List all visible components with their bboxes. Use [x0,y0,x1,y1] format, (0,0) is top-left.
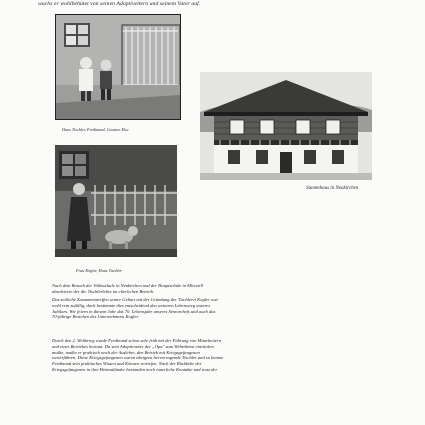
paragraph-war-years [52,338,372,373]
photo-caption-bottom-left: Frau Kögler, Haus Tischler [76,268,123,273]
text-line: 70-jährige Bestehen des Unternehmens Kogler. [52,314,139,320]
paragraph-founding [52,297,372,320]
photo-woman-dog-image [55,145,177,257]
text-line: wohl rein zufällig, doch bestimmte dies entscheidend den weiteren Lebensweg unseres [52,302,211,308]
photo-stammhaus-image [200,72,372,180]
text-line: Jubilars. Wir feiern in diesem Jahr das 70. Lebensjahr unseres Seniorchefs und auch das [52,308,216,314]
continued-text-line: wuchs er wohlbehütet von seinen Adoptiveltern und seinem Vater auf. [38,1,201,7]
photo-woman-dog [55,145,177,257]
text-line: Das zeitliche Zusammentreffen seiner Geburt mit der Gründung der Tischlerei Kogler war [52,297,219,302]
paragraph-schooling [52,283,372,295]
text-line: Nach dem Besuch der Volksschule in Neukirchen und der Hauptschule in Mitersill [52,283,204,288]
photo-children-house [55,14,181,120]
text-line: Durch den 2. Weltkrieg wurde Ferdinand schon sehr früh mit der Führung von Mitarbeitern [52,338,222,343]
text-line: und eines Betriebes betraut. Da sein Adoptivvater der „Opa" zum Wehrdienst einrücken [52,343,214,349]
photo-children-house-image [56,15,180,119]
text-line: Ferdinand sein praktisches Wissen und Können vertiefen. Nach der Rückkehr der [52,361,202,367]
text-line: absolvierte der die Tischlerlehre im elterlichen Betrieb. [52,288,155,294]
text-line: Kriegsgefangenen in ihre Heimatländer bestanden noch innerliche Kontakte und trotz der [52,366,218,372]
photo-caption-right: Stammhaus in Neukirchen [306,186,359,191]
photo-caption-top-left: Haus Tischler, Ferdinand, Cousine Else [62,127,129,132]
photo-stammhaus [200,72,372,180]
text-line: weiterführen. Diese Kriegsgefangenen waren übrigens hervorragende Tischler und so konnte [52,355,224,361]
text-line: mußte, mußte er praktisch nach der Auslehre, den Betrieb mit Kriegsgefangenen [52,349,200,355]
